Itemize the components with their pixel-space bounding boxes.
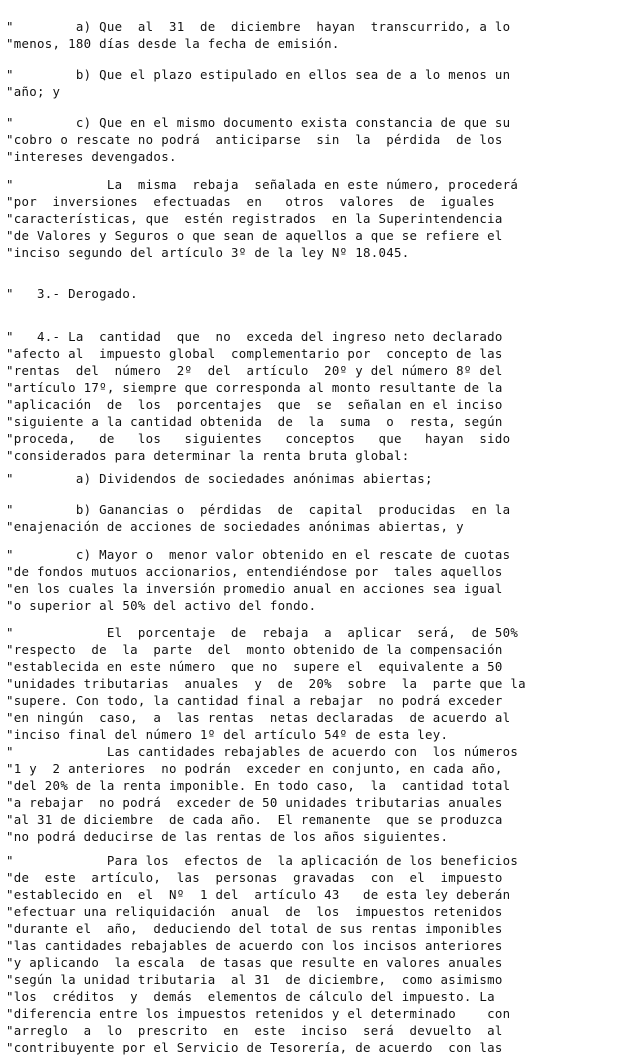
paragraph-porcentaje-rebaja (6, 624, 623, 743)
text-line: "de este artículo, las personas gravadas con el impuesto (6, 870, 503, 885)
paragraph-reliquidacion (6, 852, 623, 1056)
text-line: "1 y 2 anteriores no podrán exceder en conjunto, en cada año, (6, 761, 503, 776)
text-line: "en los cuales la inversión promedio anual en acciones sea igual (6, 581, 503, 596)
text-line: "del 20% de la renta imponible. En todo caso, la cantidad total (6, 778, 511, 793)
text-line: "establecida en este número que no supere el equivalente a 50 (6, 659, 503, 674)
text-line: "los créditos y demás elementos de cálculo del impuesto. La (6, 989, 495, 1004)
text-line: "considerados para determinar la renta bruta global: (6, 448, 410, 463)
text-line: "de fondos mutuos accionarios, entendiéndose por tales aquellos (6, 564, 503, 579)
text-line: "o superior al 50% del activo del fondo. (6, 598, 317, 613)
text-line: " La misma rebaja señalada en este número, procederá (6, 177, 519, 192)
paragraph-b-plazo-estipulado (6, 66, 623, 100)
paragraph-b-ganancias (6, 501, 623, 535)
text-line: "arreglo a lo prescrito en este inciso será devuelto al (6, 1023, 503, 1038)
text-line: "establecido en el Nº 1 del artículo 43 de esta ley deberán (6, 887, 511, 902)
text-line: "diferencia entre los impuestos retenidos y el determinado con (6, 1006, 511, 1021)
text-line: "proceda, de los siguientes conceptos que hayan sido (6, 431, 511, 446)
text-line: "rentas del número 2º del artículo 20º y del número 8º del (6, 363, 503, 378)
paragraph-3-derogado (6, 285, 623, 302)
text-line: "cobro o rescate no podrá anticiparse sin la pérdida de los (6, 132, 503, 147)
text-line: "año; y (6, 84, 61, 99)
text-line: "supere. Con todo, la cantidad final a rebajar no podrá exceder (6, 693, 503, 708)
text-line: "por inversiones efectuadas en otros valores de iguales (6, 194, 495, 209)
text-line: "enajenación de acciones de sociedades anónimas abiertas, y (6, 519, 464, 534)
text-line: " 3.- Derogado. (6, 286, 138, 301)
paragraph-a-dividendos (6, 470, 623, 487)
paragraph-a-plazo-emision (6, 18, 623, 52)
text-line: "según la unidad tributaria al 31 de diciembre, como asimismo (6, 972, 503, 987)
text-line: "intereses devengados. (6, 149, 177, 164)
text-line: "no podrá deducirse de las rentas de los años siguientes. (6, 829, 449, 844)
text-line: " c) Que en el mismo documento exista constancia de que su (6, 115, 511, 130)
text-line: "características, que estén registrados en la Superintendencia (6, 211, 503, 226)
text-line: " Para los efectos de la aplicación de los beneficios (6, 853, 519, 868)
text-line: " Las cantidades rebajables de acuerdo con los números (6, 744, 519, 759)
text-line: "al 31 de diciembre de cada año. El remanente que se produzca (6, 812, 503, 827)
paragraph-c-mayor-menor-valor (6, 546, 623, 614)
text-line: "durante el año, deduciendo del total de sus rentas imponibles (6, 921, 503, 936)
text-line: " b) Que el plazo estipulado en ellos sea de a lo menos un (6, 67, 511, 82)
text-line: "las cantidades rebajables de acuerdo con los incisos anteriores (6, 938, 503, 953)
text-line: "respecto de la parte del monto obtenido de la compensación (6, 642, 503, 657)
paragraph-cantidades-rebajables (6, 743, 623, 845)
paragraph-4-cantidad (6, 328, 623, 464)
paragraph-c-constancia-cobro (6, 114, 623, 165)
text-line: "aplicación de los porcentajes que se señalan en el inciso (6, 397, 503, 412)
text-line: "menos, 180 días desde la fecha de emisión. (6, 36, 340, 51)
text-line: "a rebajar no podrá exceder de 50 unidades tributarias anuales (6, 795, 503, 810)
text-line: "artículo 17º, siempre que corresponda al monto resultante de la (6, 380, 503, 395)
text-line: " a) Que al 31 de diciembre hayan transcurrido, a lo (6, 19, 511, 34)
text-line: "afecto al impuesto global complementario por concepto de las (6, 346, 503, 361)
text-line: " El porcentaje de rebaja a aplicar será, de 50% (6, 625, 519, 640)
text-line: " 4.- La cantidad que no exceda del ingreso neto declarado (6, 329, 503, 344)
text-line: "de Valores y Seguros o que sean de aquellos a que se refiere el (6, 228, 503, 243)
text-line: " b) Ganancias o pérdidas de capital producidas en la (6, 502, 511, 517)
text-line: "unidades tributarias anuales y de 20% sobre la parte que la (6, 676, 526, 691)
text-line: "y aplicando la escala de tasas que resulte en valores anuales (6, 955, 503, 970)
text-line: "inciso final del número 1º del artículo 54º de esta ley. (6, 727, 449, 742)
text-line: "siguiente a la cantidad obtenida de la suma o resta, según (6, 414, 503, 429)
paragraph-misma-rebaja (6, 176, 623, 261)
text-line: "en ningún caso, a las rentas netas declaradas de acuerdo al (6, 710, 511, 725)
text-line: "efectuar una reliquidación anual de los impuestos retenidos (6, 904, 503, 919)
text-line: "inciso segundo del artículo 3º de la ley Nº 18.045. (6, 245, 410, 260)
text-line: " a) Dividendos de sociedades anónimas abiertas; (6, 471, 433, 486)
text-line: "contribuyente por el Servicio de Tesorería, de acuerdo con las (6, 1040, 503, 1055)
text-line: " c) Mayor o menor valor obtenido en el rescate de cuotas (6, 547, 511, 562)
